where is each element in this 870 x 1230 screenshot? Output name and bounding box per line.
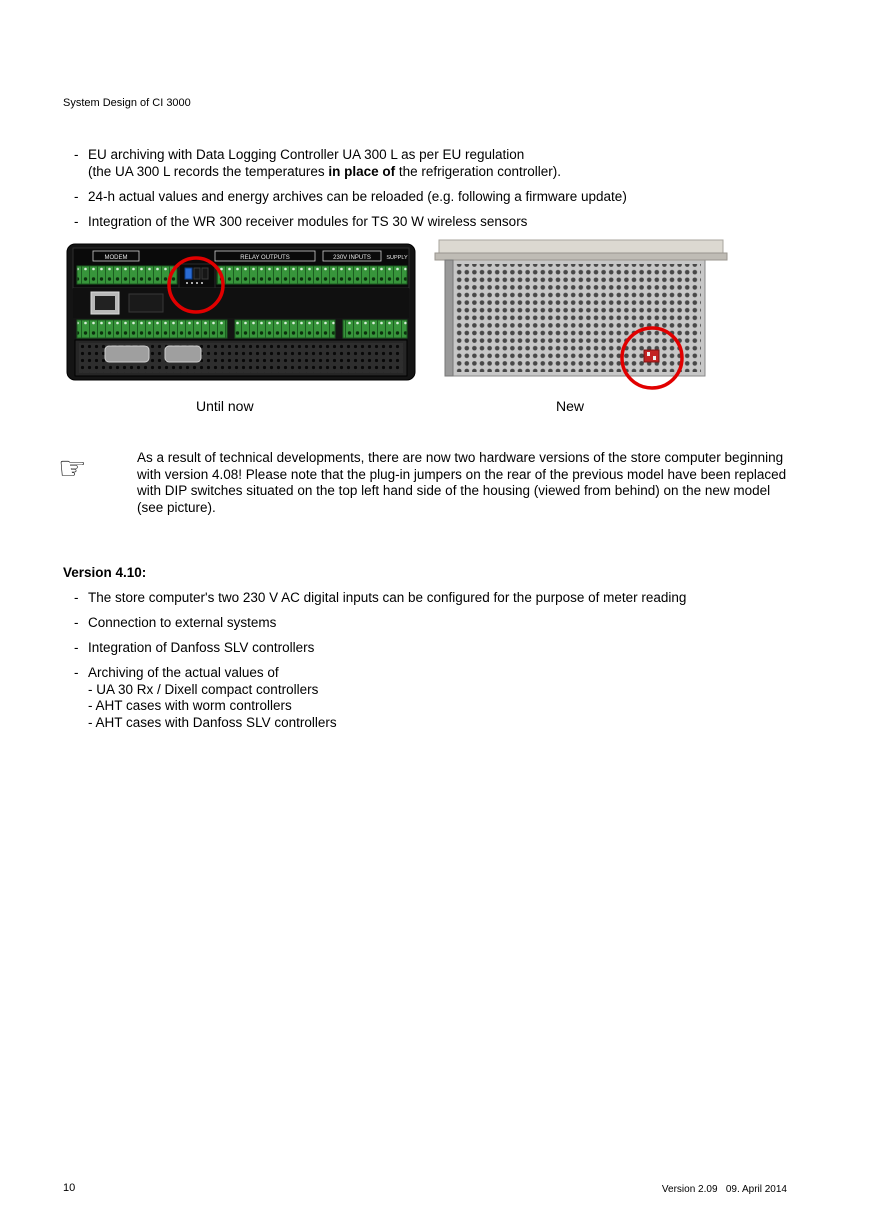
device-new-image	[425, 238, 735, 398]
note-text: As a result of technical developments, there are now two hardware versions of the store computer beginning with version 4.08! Please note that the plug-in jumpers on the rear of the previous model have been replaced with DIP switches situated on the top left hand side of the housing (viewed from behind) on the new model (see picture).	[137, 450, 787, 515]
caption-new: New	[556, 398, 585, 414]
page-header: System Design of CI 3000	[63, 97, 191, 109]
footer-version-text: Version 2.09 09. April 2014	[661, 1184, 787, 1195]
bullet-dash: -	[74, 188, 79, 204]
device-label-modem: MODEM	[104, 255, 128, 261]
note-block	[58, 450, 798, 516]
sub-bullet-line: - AHT cases with Danfoss SLV controllers	[88, 714, 337, 730]
device-until-now-image	[65, 238, 420, 386]
list-item	[74, 615, 794, 632]
section-heading-version: Version 4.10:	[63, 565, 147, 580]
list-item	[74, 189, 794, 206]
bullet-text	[88, 147, 794, 180]
caption-until-now: Until now	[196, 398, 254, 414]
list-item	[74, 590, 794, 607]
footer-page-number: 10	[63, 1182, 76, 1194]
bullet-text	[88, 665, 794, 731]
bullet-dash: -	[74, 640, 79, 655]
list-item	[74, 214, 794, 231]
bullet-dash: -	[74, 590, 79, 605]
bullet-line: EU archiving with Data Logging Controller UA 300 L as per EU regulation	[88, 147, 525, 162]
bullet-text: 24-h actual values and energy archives can be reloaded (e.g. following a firmware update)	[88, 188, 627, 204]
version-bullet-list	[74, 590, 794, 731]
intro-bullet-list	[74, 147, 794, 230]
sub-bullet-line: - AHT cases with worm controllers	[88, 698, 292, 713]
bullet-line: Archiving of the actual values of	[88, 665, 279, 680]
bullet-text: The store computer's two 230 V AC digital inputs can be configured for the purpose of meter reading	[88, 590, 687, 605]
bullet-dash: -	[74, 615, 79, 630]
device-label-supply: SUPPLY	[386, 255, 408, 261]
pointing-hand-icon: ☞	[58, 450, 87, 486]
list-item	[74, 665, 794, 731]
bullet-text: Integration of Danfoss SLV controllers	[88, 640, 315, 655]
sub-bullet-line: - UA 30 Rx / Dixell compact controllers	[88, 681, 319, 697]
device-label-230v-inputs: 230V INPUTS	[333, 255, 371, 261]
list-item	[74, 640, 794, 657]
bullet-line: (the UA 300 L records the temperatures	[88, 163, 329, 179]
bullet-dash: -	[74, 213, 79, 229]
bullet-text: Integration of the WR 300 receiver modules for TS 30 W wireless sensors	[88, 213, 528, 229]
bullet-line: the refrigeration controller).	[395, 163, 561, 179]
figure-row	[65, 238, 735, 398]
bullet-text: Connection to external systems	[88, 615, 277, 630]
device-label-relay-outputs: RELAY OUTPUTS	[240, 255, 290, 261]
list-item	[74, 147, 794, 180]
bullet-dash: -	[74, 665, 79, 680]
bullet-dash: -	[74, 147, 79, 162]
bold-phrase: in place of	[328, 163, 396, 179]
